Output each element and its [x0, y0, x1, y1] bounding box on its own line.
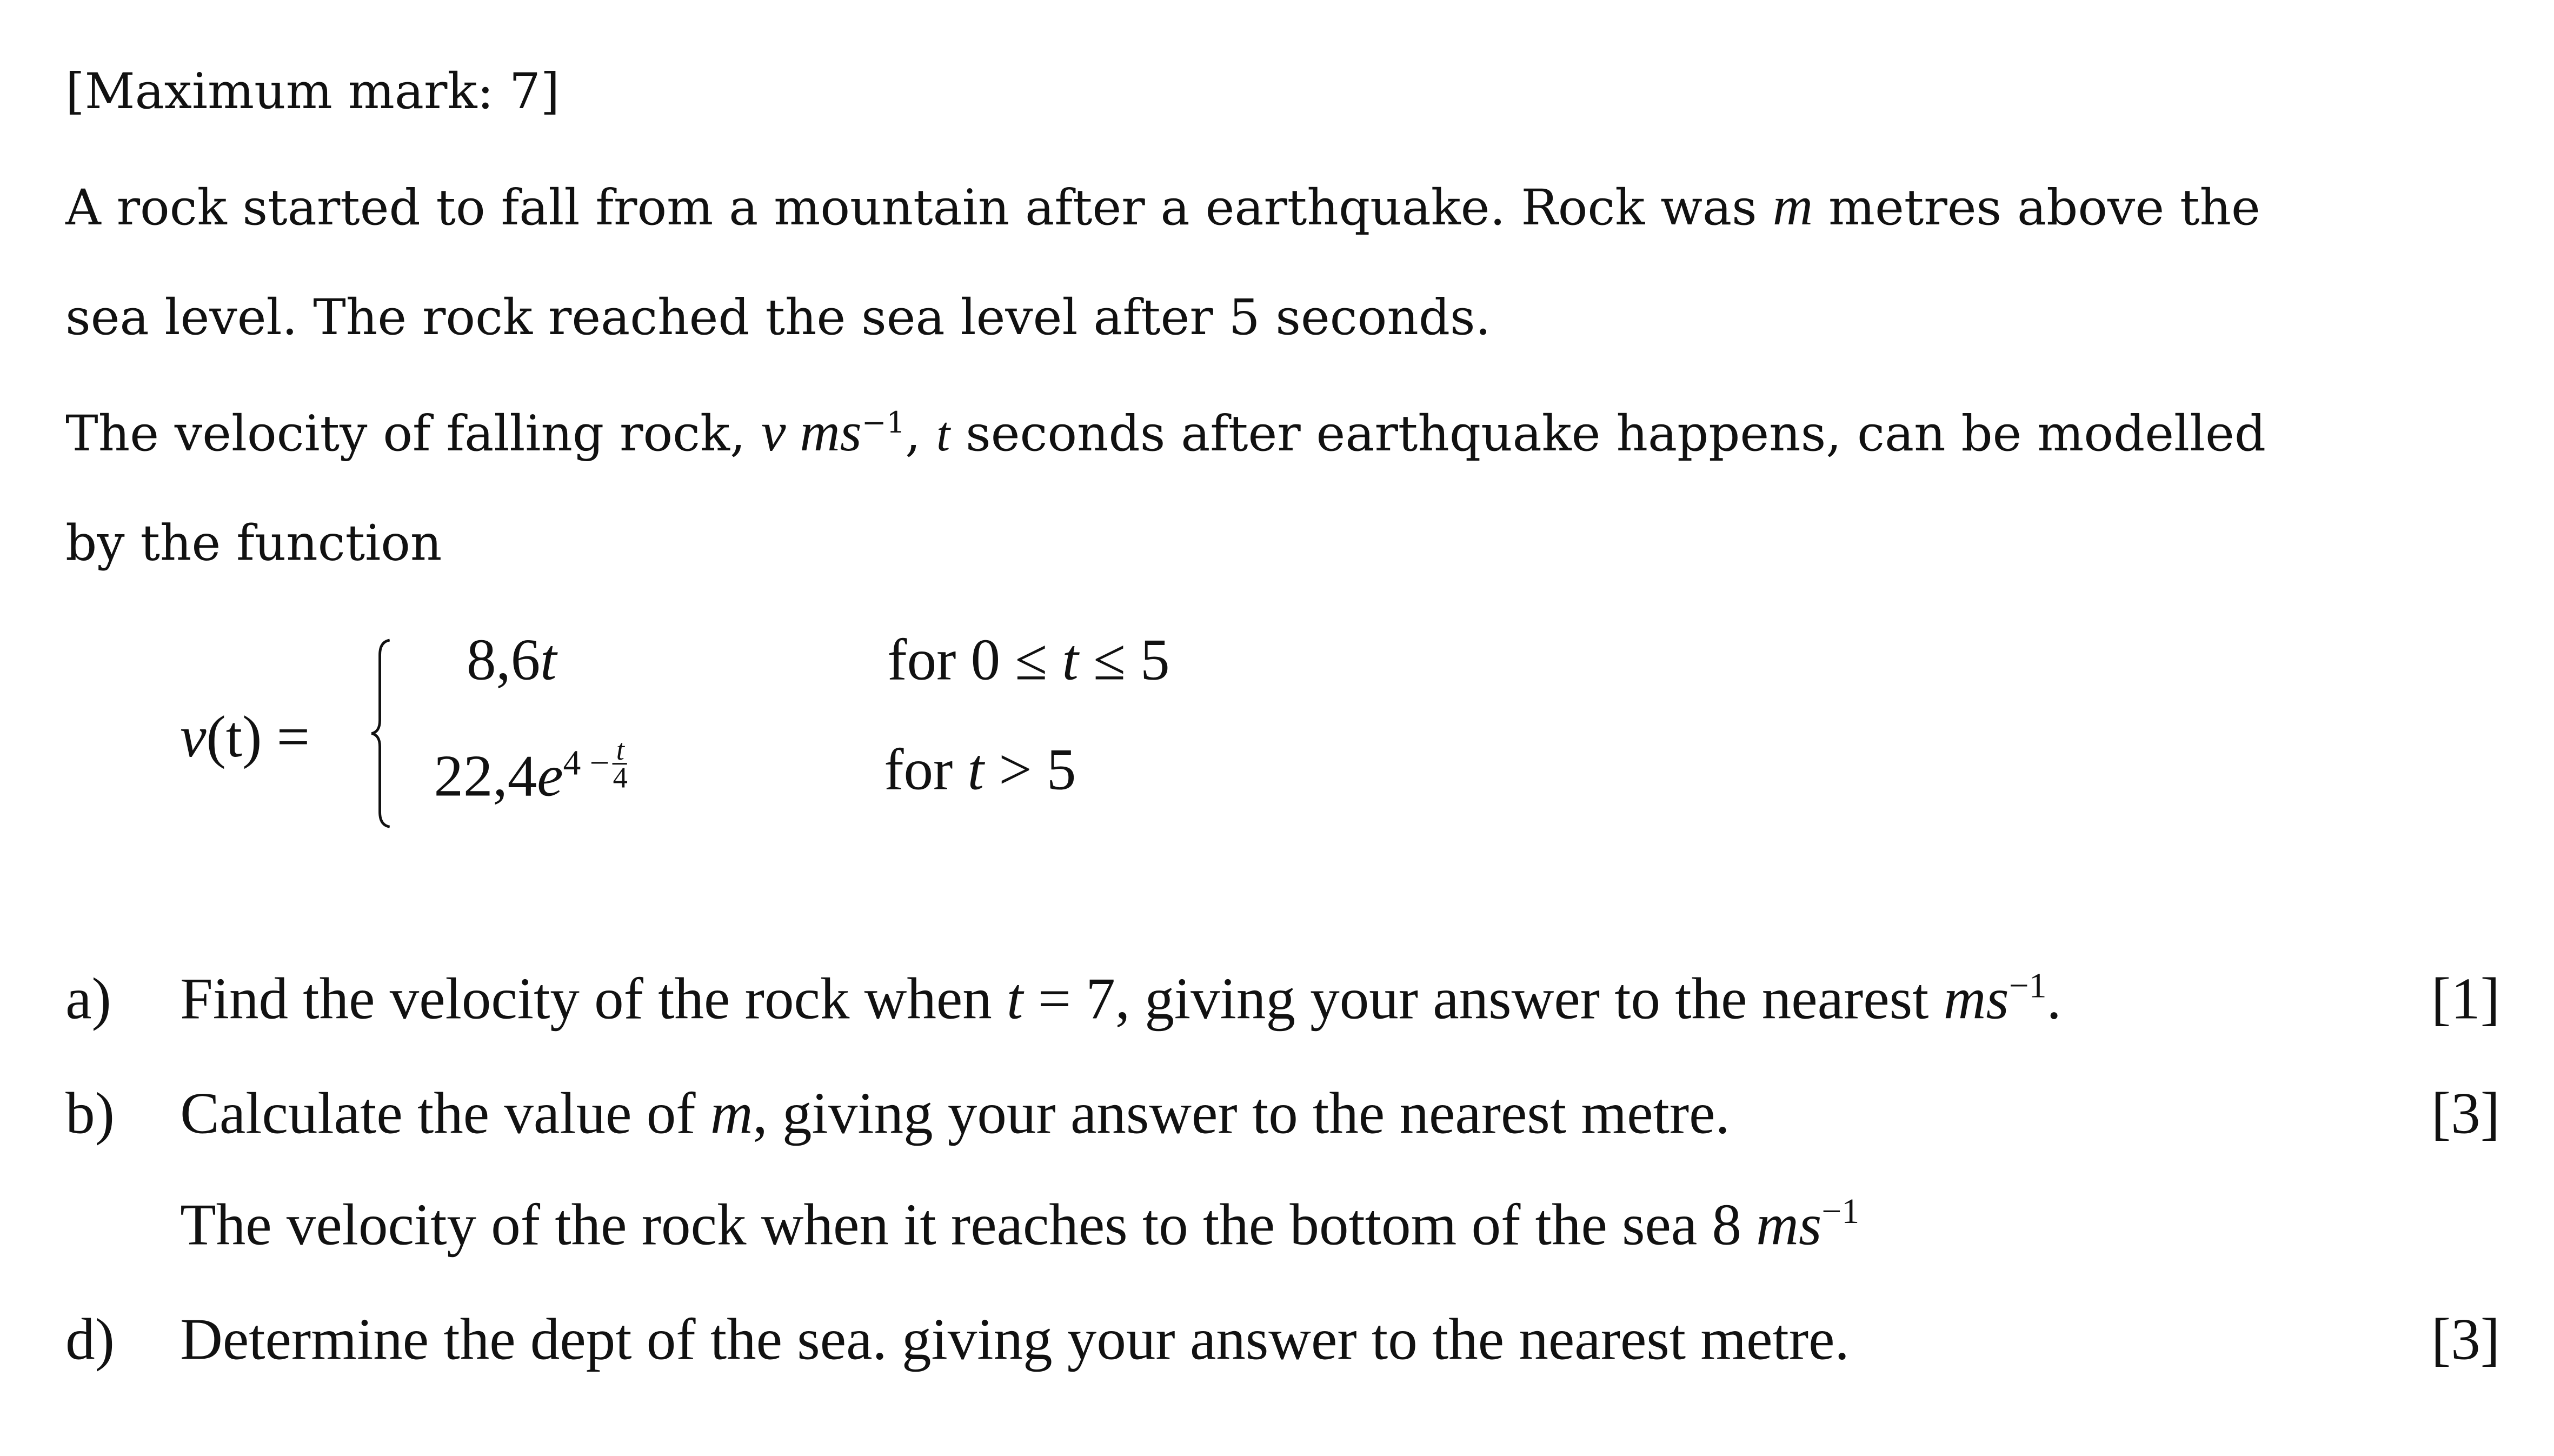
- variable-t: t: [1007, 966, 1023, 1032]
- variable-t: t: [967, 736, 984, 802]
- fraction: [613, 733, 628, 794]
- formula-lhs: [180, 704, 310, 769]
- intro-line-4: by the function: [65, 515, 442, 573]
- unit-ms: ms: [1756, 1192, 1822, 1258]
- case-1-condition: [887, 627, 1169, 693]
- case-2-expression: [434, 733, 628, 809]
- variable-t: t: [1062, 627, 1079, 693]
- part-d-marks: [3]: [2431, 1306, 2500, 1372]
- denominator: 4: [613, 761, 628, 794]
- text: .: [2046, 966, 2061, 1032]
- case-2-condition: [884, 737, 1076, 802]
- text: A rock started to fall from a mountain after a earthquake. Rock was: [65, 180, 1773, 238]
- part-b-text: [180, 1081, 1730, 1146]
- variable-m: m: [710, 1080, 753, 1146]
- text: Calculate the value of: [180, 1080, 710, 1146]
- case-1-expression: [467, 627, 557, 693]
- part-b-marks: [3]: [2431, 1080, 2500, 1146]
- part-a-text: [180, 966, 2061, 1032]
- text: 22,4: [434, 743, 537, 809]
- exponent: −1: [2008, 966, 2047, 1006]
- variable-e: e: [537, 743, 563, 809]
- text: ,: [905, 405, 936, 463]
- text: Find the velocity of the rock when: [180, 966, 1007, 1032]
- unit-ms: ms: [1943, 966, 2009, 1032]
- text: ≤ 5: [1078, 627, 1170, 693]
- part-d-label: d): [65, 1306, 115, 1372]
- text: The velocity of falling rock,: [65, 405, 761, 463]
- intro-line-3: [65, 401, 2266, 468]
- intro-line-2: sea level. The rock reached the sea level after 5 seconds.: [65, 289, 1491, 347]
- text: 8,6: [467, 627, 541, 693]
- part-d-text: Determine the dept of the sea. giving your answer to the nearest metre.: [180, 1306, 1850, 1372]
- variable-t: t: [540, 627, 557, 693]
- exponent: −1: [861, 406, 906, 441]
- text: for: [884, 736, 968, 802]
- sea-bottom-statement: [180, 1192, 1859, 1258]
- variable-m: m: [1772, 177, 1813, 238]
- exponent: 4 −: [563, 743, 610, 783]
- maximum-mark: [Maximum mark: 7]: [65, 64, 560, 122]
- text: = 7, giving your answer to the nearest: [1023, 966, 1944, 1032]
- left-brace-icon: [370, 639, 393, 828]
- numerator: t: [613, 737, 628, 764]
- intro-line-1: [65, 175, 2260, 242]
- part-b-label: b): [65, 1080, 115, 1146]
- text: metres above the: [1813, 180, 2260, 238]
- text: (t) =: [206, 704, 310, 770]
- text: for 0 ≤: [887, 627, 1062, 693]
- text: > 5: [983, 736, 1076, 802]
- variable-t: t: [936, 408, 950, 462]
- variable-v: v: [180, 704, 207, 770]
- text: seconds after earthquake happens, can be modelled: [950, 405, 2266, 463]
- unit-v-ms: v ms: [761, 402, 862, 463]
- exponent: −1: [1821, 1192, 1860, 1232]
- part-a-label: a): [65, 966, 111, 1032]
- part-a-marks: [1]: [2431, 966, 2500, 1032]
- text: , giving your answer to the nearest metre.: [753, 1080, 1730, 1146]
- text: The velocity of the rock when it reaches to the bottom of the sea 8: [180, 1192, 1757, 1258]
